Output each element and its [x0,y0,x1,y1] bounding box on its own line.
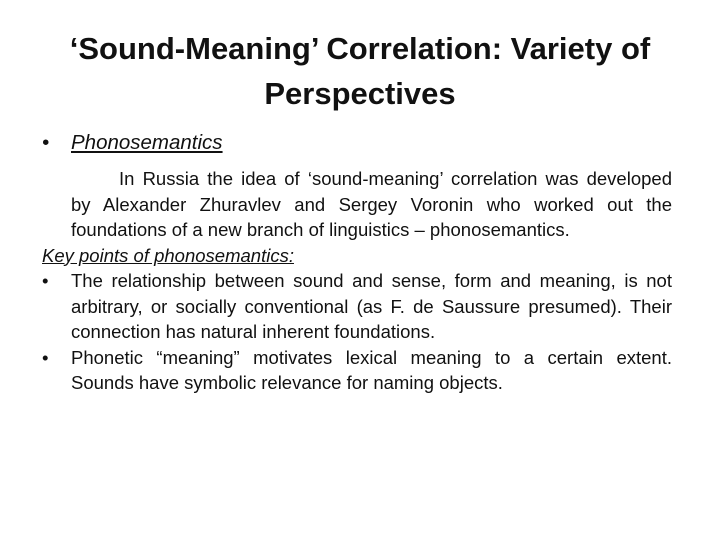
slide-body [42,128,672,396]
bullet-dot: • [42,346,49,368]
key-points-label: Key points of phonosemantics: [42,244,294,266]
key-point-2 [42,345,672,396]
key-point-1 [42,268,672,345]
key-point-text: The relationship between sound and sense, form and meaning, is not arbitrary, or socially conventional (as F. de Saussure presumed). Their connection has natural inherent foundations. [71,270,672,342]
slide-title: ‘Sound-Meaning’ Correlation: Variety of Perspectives [69,31,651,111]
bullet-phonosemantics [42,128,672,158]
section-heading: Phonosemantics [71,131,223,154]
bullet-dot: • [42,270,49,291]
intro-paragraph: In Russia the idea of ‘sound-meaning’ correlation was developed by Alexander Zhuravlev and Sergey Voronin who worked out the foundations of a new branch of linguistics – phonosemantics. [71,168,672,240]
key-point-text: Phonetic “meaning” motivates lexical meaning to a certain extent. Sounds have symbolic relevance for naming objects. [71,346,672,393]
bullet-dot: • [42,131,50,154]
